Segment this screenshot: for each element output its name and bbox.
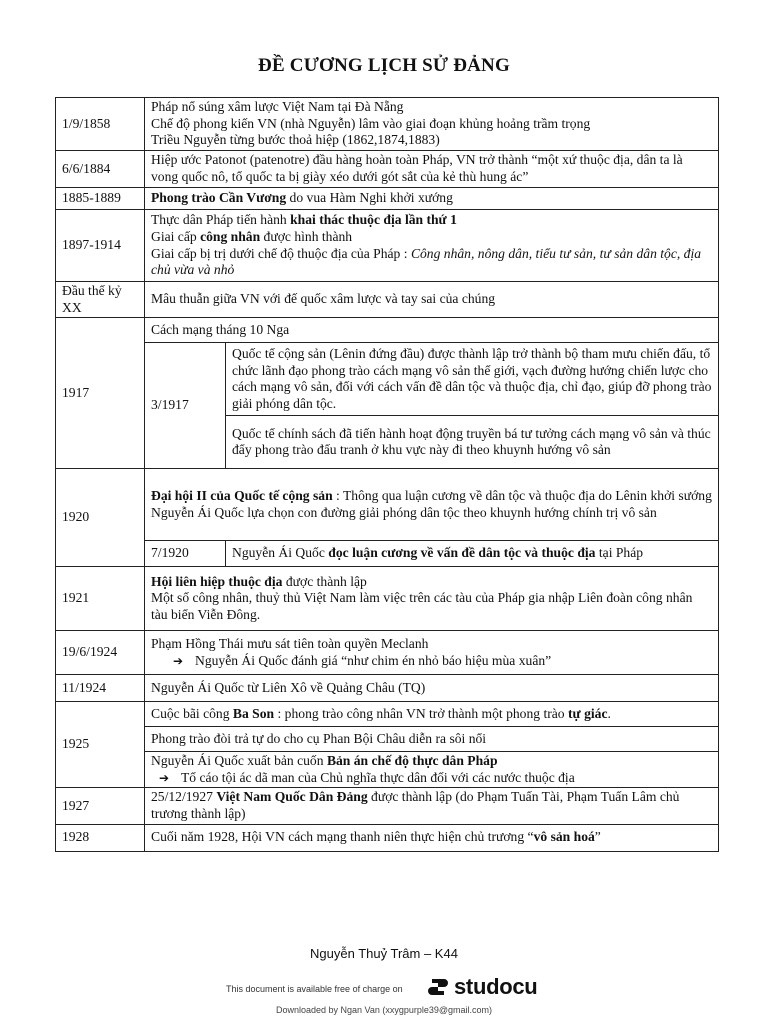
table-row (56, 318, 719, 343)
event-line: Phạm Hồng Thái mưu sát tiên toàn quyền Meclanh (151, 636, 429, 652)
row-content: Cuối năm 1928, Hội VN cách mạng thanh niên thực hiện chủ trương “vô sản hoá” (145, 824, 719, 851)
table-row (56, 98, 719, 151)
row-content (145, 752, 719, 788)
event-line: Giai cấp bị trị dưới chế độ thuộc địa của Pháp : Công nhân, nông dân, tiểu tư sản, tư sản dân tộc, địa chủ vừa và nhỏ (151, 245, 702, 278)
event-line: Nguyễn Ái Quốc lựa chọn con đường giải phóng dân tộc theo khuynh hướng chính trị vô sản (151, 504, 657, 520)
table-row (56, 727, 719, 752)
event-line: Pháp nổ súng xâm lược Việt Nam tại Đà Nẵng (151, 99, 404, 115)
table-row (56, 541, 719, 567)
table-row (56, 567, 719, 631)
row-content: Hiệp ước Patonot (patenotre) đầu hàng hoàn toàn Pháp, VN trở thành “một xứ thuộc địa, dân ta là vong quốc nô, tổ quốc ta bị giày xéo dưới gót sắt của kẻ thù hung ác” (145, 151, 719, 188)
row-content (145, 469, 719, 541)
event-line: Thực dân Pháp tiến hành khai thác thuộc địa lần thứ 1 (151, 212, 457, 228)
row-content: Mâu thuẫn giữa VN với đế quốc xâm lược và tay sai của chúng (145, 282, 719, 318)
download-note: Downloaded by Ngan Van (xxygpurple39@gmail.com) (275, 1005, 493, 1015)
table-row (56, 702, 719, 727)
row-date: 1920 (56, 469, 145, 567)
history-timeline-table (55, 97, 719, 852)
event-text: do vua Hàm Nghi khởi xướng (286, 190, 453, 206)
row-date: Đầu thế kỷ XX (56, 282, 145, 318)
row-date: 19/6/1924 (56, 631, 145, 675)
row-date: 1/9/1858 (56, 98, 145, 151)
table-row (56, 210, 719, 282)
row-content (145, 98, 719, 151)
row-date: 1928 (56, 824, 145, 851)
row-date: 6/6/1884 (56, 151, 145, 188)
row-content (145, 567, 719, 631)
row-content: Nguyễn Ái Quốc từ Liên Xô về Quảng Châu (TQ) (145, 675, 719, 702)
table-row (56, 151, 719, 188)
table-row (56, 343, 719, 416)
table-row (56, 469, 719, 541)
event-line: Chế độ phong kiến VN (nhà Nguyễn) lâm vào giai đoạn khủng hoảng trầm trọng (151, 115, 591, 131)
sub-content: Quốc tế chính sách đã tiến hành hoạt động truyền bá tư tưởng cách mạng vô sản và thúc đẩy phong trào đấu tranh ở khu vực này đi theo khuynh hướng vô sản (226, 416, 719, 469)
row-date: 1927 (56, 788, 145, 824)
row-date: 1885-1889 (56, 188, 145, 210)
row-content (145, 210, 719, 282)
studocu-wordmark: studocu (454, 974, 538, 999)
sub-date: 7/1920 (145, 541, 226, 567)
sub-date: 3/1917 (145, 343, 226, 469)
row-date: 1917 (56, 318, 145, 469)
row-content: Cách mạng tháng 10 Nga (145, 318, 719, 343)
row-content: Cuộc bãi công Ba Son : phong trào công nhân VN trở thành một phong trào tự giác. (145, 702, 719, 727)
right-arrow-icon: ➔ (173, 653, 184, 668)
availability-note: This document is available free of charge on (226, 984, 403, 994)
page-title: ĐỀ CƯƠNG LỊCH SỬ ĐẢNG (258, 55, 510, 76)
table-row (56, 282, 719, 318)
row-content: Phong trào đòi trả tự do cho cụ Phan Bội Châu diễn ra sôi nổi (145, 727, 719, 752)
event-line: Hội liên hiệp thuộc địa được thành lập (151, 573, 367, 589)
table-row (56, 824, 719, 851)
event-line: Giai cấp công nhân được hình thành (151, 228, 353, 244)
sub-content: Nguyễn Ái Quốc đọc luận cương về vấn đề dân tộc và thuộc địa tại Pháp (226, 541, 719, 567)
row-content: 25/12/1927 Việt Nam Quốc Dân Đảng được thành lập (do Phạm Tuấn Tài, Phạm Tuấn Lâm chủ trương thành lập) (145, 788, 719, 824)
studocu-logo[interactable] (426, 973, 537, 1001)
table-row (56, 188, 719, 210)
event-line: Một số công nhân, thuỷ thủ Việt Nam làm việc trên các tàu của Pháp gia nhập Liên đoàn công nhân tàu biển Viễn Đông. (151, 590, 693, 622)
event-line: ➔ Tố cáo tội ác dã man của Chủ nghĩa thực dân đối với các nước thuộc địa (159, 769, 575, 785)
row-date: 11/1924 (56, 675, 145, 702)
event-line: Đại hội II của Quốc tế cộng sản : Thông qua luận cương về dân tộc và thuộc địa do Lênin khởi sướng (151, 488, 712, 504)
row-date: 1897-1914 (56, 210, 145, 282)
studocu-logo-icon (426, 975, 450, 999)
sub-content: Quốc tế cộng sản (Lênin đứng đầu) được thành lập trở thành bộ tham mưu chiến đấu, tổ chức lãnh đạo phong trào cách mạng vô sản thế giới, vạch đường hướng chiến lược cho cách mạng vô sản, đối với cách vấn đề dân tộc và thuộc địa, chỉ đạo, giúp đỡ phong trào giải phóng dân tộc. (226, 343, 719, 416)
row-date: 1921 (56, 567, 145, 631)
event-line: ➔ Nguyễn Ái Quốc đánh giá “như chim én nhỏ báo hiệu mùa xuân” (173, 652, 552, 668)
right-arrow-icon: ➔ (159, 770, 170, 785)
table-row (56, 788, 719, 824)
row-date: 1925 (56, 702, 145, 788)
bold-text: Phong trào Cần Vương (151, 190, 287, 206)
table-row (56, 752, 719, 788)
row-content (145, 188, 719, 210)
event-line: Nguyễn Ái Quốc xuất bản cuốn Bản án chế độ thực dân Pháp (151, 753, 498, 769)
table-row (56, 631, 719, 675)
table-row (56, 675, 719, 702)
event-line: Triều Nguyễn từng bước thoả hiệp (1862,1874,1883) (151, 132, 440, 148)
author-footer: Nguyễn Thuỷ Trâm – K44 (310, 946, 458, 961)
row-content (145, 631, 719, 675)
